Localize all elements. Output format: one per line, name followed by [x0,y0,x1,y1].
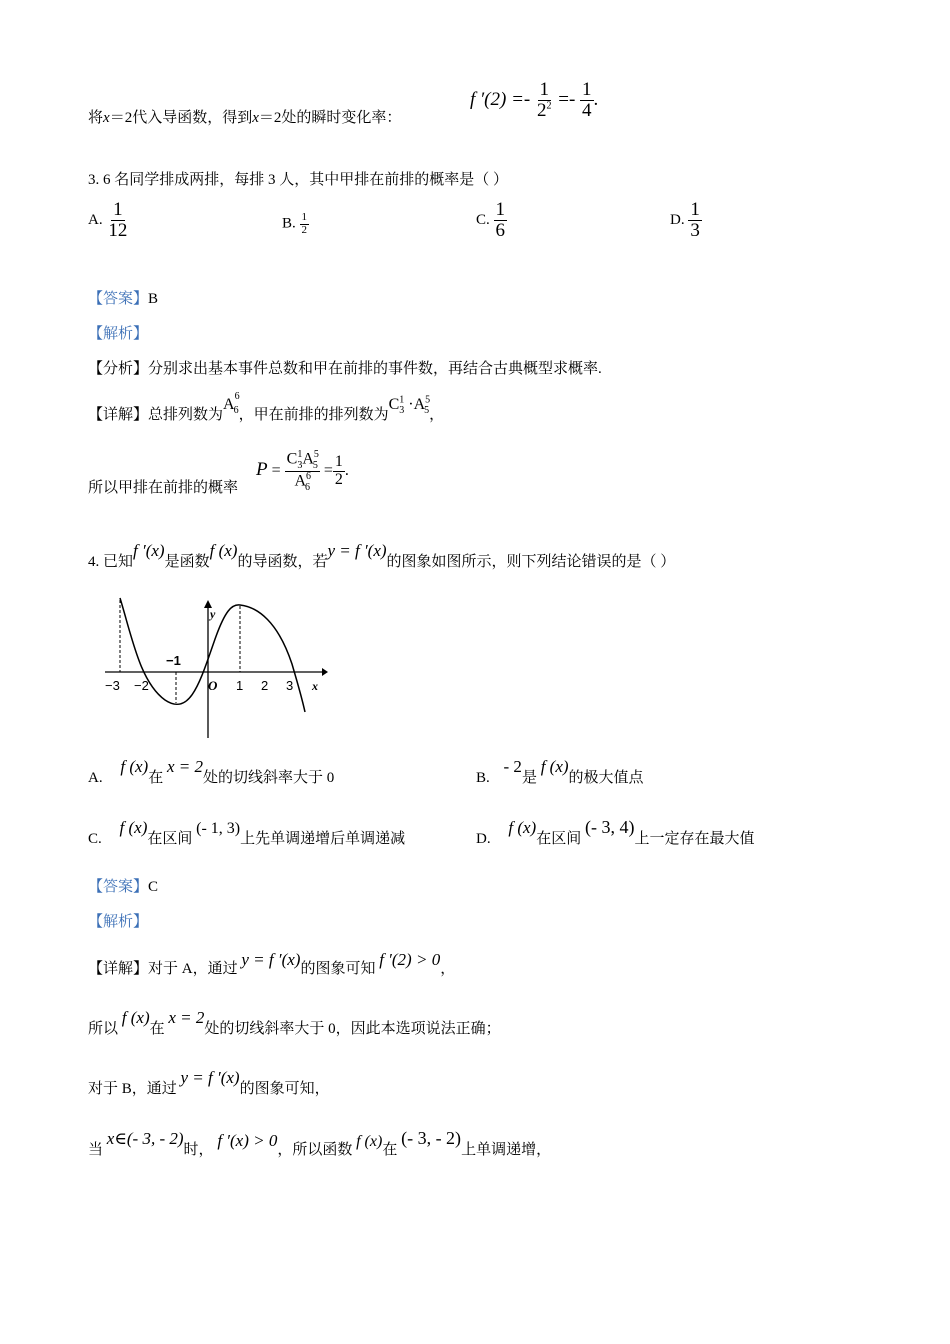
q4-option-c [88,818,406,848]
y-eq-fprime-x: y = f ′(x) [241,950,301,969]
p: P [256,459,268,481]
f-x: f (x) [508,818,537,837]
text: 上先单调递增后单调递减 [240,831,406,847]
fraction [300,212,310,236]
c31-a55-formula: $C^1_3 \cdot A^5_5$ [388,394,431,417]
fenxi-text: 分别求出基本事件总数和甲在前排的事件数，再结合古典概型求概率. [148,361,602,377]
q3-stem: 3. 6 名同学排成两排，每排 3 人，其中甲排在前排的概率是（ ） [88,172,509,188]
interval: (- 3, - 2) [401,1128,462,1148]
denominator: 2 [301,223,308,236]
formula-prefix: f ′(2) =- [470,88,535,110]
equals: =- [558,88,581,110]
f-x: f (x) [120,757,149,776]
q4-detail-2 [88,1008,501,1038]
f-x: f (x) [356,1133,383,1150]
text: 的图象可知， [239,1081,330,1097]
derivative-graph [100,592,330,742]
q3-option-a [88,200,129,241]
denominator: $A^6_6$ [294,471,312,493]
x-in-interval: x∈(- 3, - 2) [106,1129,184,1148]
fenxi-tag: 【分析】 [88,361,149,377]
text: 处的瞬时变化率： [281,110,402,126]
text: 的图象如图所示，则下列结论错误的是（ ） [386,554,676,570]
fraction [494,200,508,241]
denominator [535,101,554,121]
y-eq-fprime-x: y = f ′(x) [180,1068,240,1087]
fraction [535,80,554,121]
q4-option-a [88,757,335,787]
text: 上一定存在最大值 [634,831,755,847]
f-x: f (x) [119,818,148,837]
y-label: y [210,607,216,621]
period: . [344,462,349,480]
option-label: B. [282,215,296,232]
text: 在 [382,1142,398,1158]
text: 在区间 [536,831,582,847]
q3-detail [88,390,445,426]
text: ＝2 [109,110,133,126]
option-label: A. [88,770,103,786]
denominator: 2 [334,471,343,489]
answer-value: B [148,291,159,307]
answer-tag: 【答案】 [88,879,149,895]
f-x: f (x) [209,541,238,560]
x-label: x [312,679,318,693]
text: ， [429,407,445,423]
option-label: B. [476,770,490,786]
text: 在 [149,1021,165,1037]
fraction [580,80,594,121]
f-x: f (x) [121,1008,150,1027]
q4-detail-4 [88,1128,552,1159]
text: 4. 已知 [88,554,134,570]
fraction [333,454,345,489]
q3-fenxi [88,357,602,378]
x-axis-arrow [322,668,328,676]
q3-answer [88,287,158,308]
text: 时， [183,1142,214,1158]
q4-analysis-tag: 【解析】 [88,914,149,930]
text: ，所以函数 [277,1142,353,1158]
text: ，甲在前排的排列数为 [238,407,389,423]
fprime-x-gt-0: f ′(x) > 0 [217,1131,278,1150]
numerator: 1 [495,199,506,220]
text: 处的切线斜率大于 0 [202,770,335,786]
derivative-formula [470,80,598,121]
option-label: D. [476,831,491,847]
text: ， [440,961,456,977]
text: 将 [88,110,104,126]
text: 的导函数，若 [237,554,328,570]
derivative-line [88,106,401,127]
text: 代入导函数，得到 [132,110,253,126]
a66-formula: $A^6_6$ [223,390,240,417]
numerator: 1 [690,199,700,220]
x-eq-2: x = 2 [166,757,203,776]
q4-option-d [476,817,755,848]
text: 在 [148,770,164,786]
text: 处的切线斜率大于 0，因此本选项说法正确； [204,1021,501,1037]
f-x: f (x) [540,757,569,776]
option-label: C. [88,831,102,847]
denominator: 4 [582,99,592,121]
answer-tag: 【答案】 [88,291,149,307]
text: 上单调递增， [461,1142,552,1158]
text: 总排列数为 [148,407,224,423]
numerator: 1 [539,79,549,100]
text: 当 [88,1142,104,1158]
y-eq-fprime-x: y = f ′(x) [327,541,387,560]
numerator: 1 [301,211,308,223]
q4-detail-3 [88,1068,330,1098]
numerator: $C^1_3A^5_5$ [286,449,319,471]
value-minus-2: - 2 [503,757,522,776]
tick-2: 2 [261,678,269,693]
text: 的图象可知 [300,961,376,977]
origin-label: O [208,678,218,693]
numerator: 1 [334,453,343,471]
interval: (- 3, 4) [584,817,635,837]
var-x: x [103,110,110,126]
text: 是 [521,770,537,786]
tick-minus-3: −3 [105,678,120,693]
fraction [688,200,702,241]
option-label: C. [476,211,490,228]
denominator: 6 [495,219,506,241]
q3-probability-formula: P = $\frac{C^1_3A^5_5}{A^6_6}$ = $\frac{1}{2}$ . [256,449,349,493]
fraction [106,200,129,241]
exponent: 2 [546,100,552,112]
denominator: 3 [690,219,700,241]
text: 所以 [88,1021,119,1037]
var-x: x [252,110,259,126]
tick-3: 3 [286,678,294,693]
detail-tag: 【详解】 [88,407,149,423]
tick-minus-2: −2 [134,678,149,693]
option-label: A. [88,211,103,228]
base: 2 [537,99,547,121]
q4-option-b [476,757,644,787]
q4-stem [88,541,676,571]
text: 是函数 [164,554,210,570]
interval: (- 1, 3) [196,820,241,837]
tick-1: 1 [236,678,244,693]
answer-value: C [148,879,159,895]
q4-detail-1 [88,950,456,978]
option-label: D. [670,211,685,228]
fprime-x: f ′(x) [133,541,165,560]
period: . [593,88,599,110]
text: 对于 B，通过 [88,1081,177,1097]
x-eq-2: x = 2 [168,1008,205,1027]
q3-option-b [282,212,309,236]
numerator: 1 [113,199,123,220]
text: 在区间 [147,831,193,847]
fraction [285,450,320,493]
text: 对于 A，通过 [148,961,238,977]
q3-probability-text: 所以甲排在前排的概率 [88,480,239,496]
denominator: 12 [108,219,128,241]
q3-option-c [476,200,507,241]
minus-one-label: −1 [166,653,181,668]
text: ＝2 [258,110,282,126]
q3-analysis-tag: 【解析】 [88,326,149,342]
fprime-2-gt-0: f ′(2) > 0 [379,950,441,969]
q3-option-d [670,200,702,241]
q4-answer [88,875,158,896]
numerator: 1 [582,79,592,100]
text: 的极大值点 [568,770,644,786]
detail-tag: 【详解】 [88,961,149,977]
